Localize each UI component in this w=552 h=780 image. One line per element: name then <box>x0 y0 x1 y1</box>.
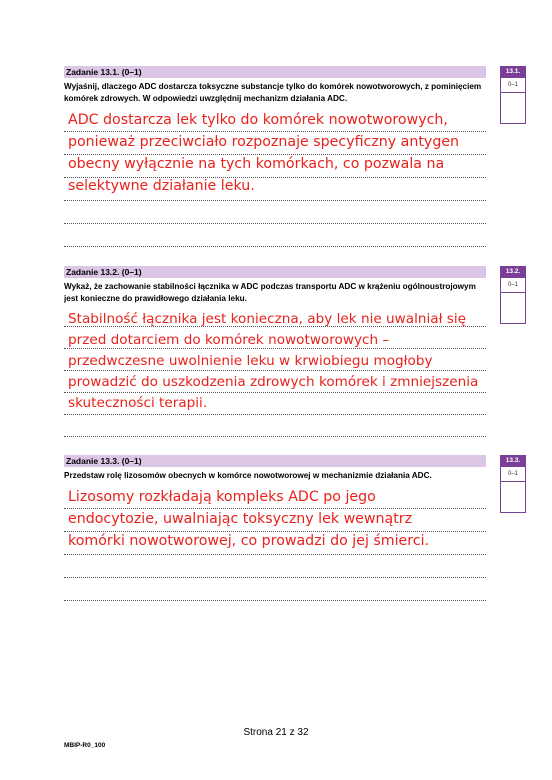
answer-line <box>64 201 486 224</box>
score-box-13-2 <box>500 266 526 324</box>
score-range: 0–1 <box>500 467 526 482</box>
score-id: 13.1. <box>500 66 526 78</box>
score-field[interactable] <box>500 93 526 124</box>
answer-area[interactable] <box>64 305 486 437</box>
task-13-3 <box>64 455 486 601</box>
score-range: 0–1 <box>500 78 526 93</box>
handwritten-answer: Lizosomy rozkładają kompleks ADC po jego endocytozie, uwalniając toksyczny lek wewnątrz komórki nowotworowej, co prowadzi do jej śmierci. <box>68 489 430 549</box>
score-box-13-3 <box>500 455 526 513</box>
score-range: 0–1 <box>500 278 526 293</box>
score-id: 13.2. <box>500 266 526 278</box>
handwritten-answer: Stabilność łącznika jest konieczna, aby lek nie uwalniał się przed dotarciem do komórek nowotworowych – przedwczesne uwolnienie leku w krwiobiegu mogłoby prowadzić do uszkodzenia zdrowych komórek i zmniejszenia skuteczności terapii. <box>68 311 479 411</box>
score-id: 13.3. <box>500 455 526 467</box>
answer-area[interactable] <box>64 486 486 601</box>
task-header: Zadanie 13.3. (0–1) <box>64 455 486 467</box>
answer-line <box>64 578 486 601</box>
score-box-13-1 <box>500 66 526 124</box>
document-code: MBIP-R0_100 <box>64 742 106 749</box>
answer-line <box>64 555 486 578</box>
page-number: Strona 21 z 32 <box>243 727 309 738</box>
task-header: Zadanie 13.1. (0–1) <box>64 66 486 78</box>
score-field[interactable] <box>500 293 526 324</box>
answer-area[interactable] <box>64 109 486 247</box>
task-question: Wyjaśnij, dlaczego ADC dostarcza toksyczne substancje tylko do komórek nowotworowych, z pominięciem komórek zdrowych. W odpowiedzi uwzględnij mechanizm działania ADC. <box>64 82 482 103</box>
handwritten-answer: ADC dostarcza lek tylko do komórek nowotworowych, ponieważ przeciwciało rozpoznaje specyficzny antygen obecny wyłącznie na tych komórkach, co pozwala na selektywne działanie leku. <box>68 112 460 194</box>
task-13-1 <box>64 66 486 247</box>
task-question: Przedstaw rolę lizosomów obecnych w komórce nowotworowej w mechanizmie działania ADC. <box>64 471 432 480</box>
score-field[interactable] <box>500 482 526 513</box>
task-header: Zadanie 13.2. (0–1) <box>64 266 486 278</box>
answer-line <box>64 224 486 247</box>
task-question: Wykaż, że zachowanie stabilności łącznika w ADC podczas transportu ADC w krążeniu ogólnoustrojowym jest konieczne do prawidłowego działania leku. <box>64 282 476 303</box>
answer-line <box>64 415 486 437</box>
task-13-2 <box>64 266 486 437</box>
